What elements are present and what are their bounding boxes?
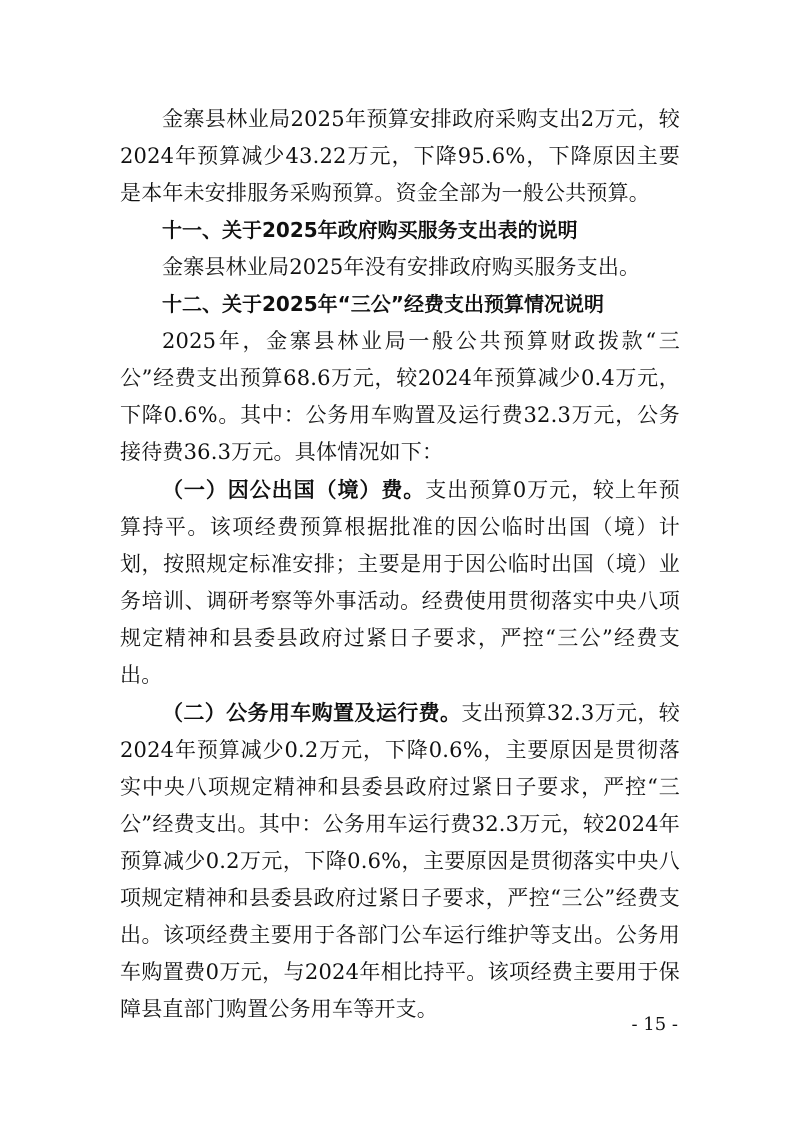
section-heading-12: 十二、关于2025年“三公”经费支出预算情况说明 (162, 292, 604, 316)
subsection-lead-2: （二）公务用车购置及运行费。 (162, 700, 462, 725)
page-number: - 15 - (631, 1014, 678, 1035)
paragraph-official-vehicles-text: 支出预算32.3万元，较2024年预算减少0.2万元，下降0.6%，主要原因是贯彻落实中央八项规定精神和县委县政府过紧日子要求，严控“三公”经费支出。其中：公务用车运行费32.3万元，较2024年预算减少0.2万元，下降0.6%，主要原因是贯彻落实中央八项规定精神和县委县政府过紧日子要求，严控“三公”经费支出。该项经费主要用于各部门公车运行维护等支出。公务用车购置费0万元，与2024年相比持平。该项经费主要用于保障县直部门购置公务用车等开支。 (120, 701, 680, 1021)
section-heading-11: 十一、关于2025年政府购买服务支出表的说明 (162, 218, 578, 242)
paragraph-overseas-travel-text: 支出预算0万元，较上年预算持平。该项经费预算根据批准的因公临时出国（境）计划，按照规定标准安排；主要是用于因公临时出国（境）业务培训、调研考察等外事活动。经费使用贯彻落实中央八项规定精神和县委县政府过紧日子要求，严控“三公”经费支出。 (120, 478, 680, 687)
paragraph-official-vehicles (120, 694, 680, 1028)
subsection-lead-1: （一）因公出国（境）费。 (162, 477, 426, 502)
paragraph-three-public-summary: 2025年，金寨县林业局一般公共预算财政拨款“三公”经费支出预算68.6万元，较2024年预算减少0.4万元，下降0.6%。其中：公务用车购置及运行费32.3万元，公务接待费36.3万元。具体情况如下： (120, 329, 680, 464)
paragraph-overseas-travel (120, 471, 680, 694)
paragraph-purchase-services: 金寨县林业局2025年没有安排政府购买服务支出。 (162, 255, 641, 279)
document-body (120, 101, 680, 1028)
paragraph-procurement: 金寨县林业局2025年预算安排政府采购支出2万元，较2024年预算减少43.22万元，下降95.6%，下降原因主要是本年未安排服务采购预算。资金全部为一般公共预算。 (120, 107, 680, 205)
